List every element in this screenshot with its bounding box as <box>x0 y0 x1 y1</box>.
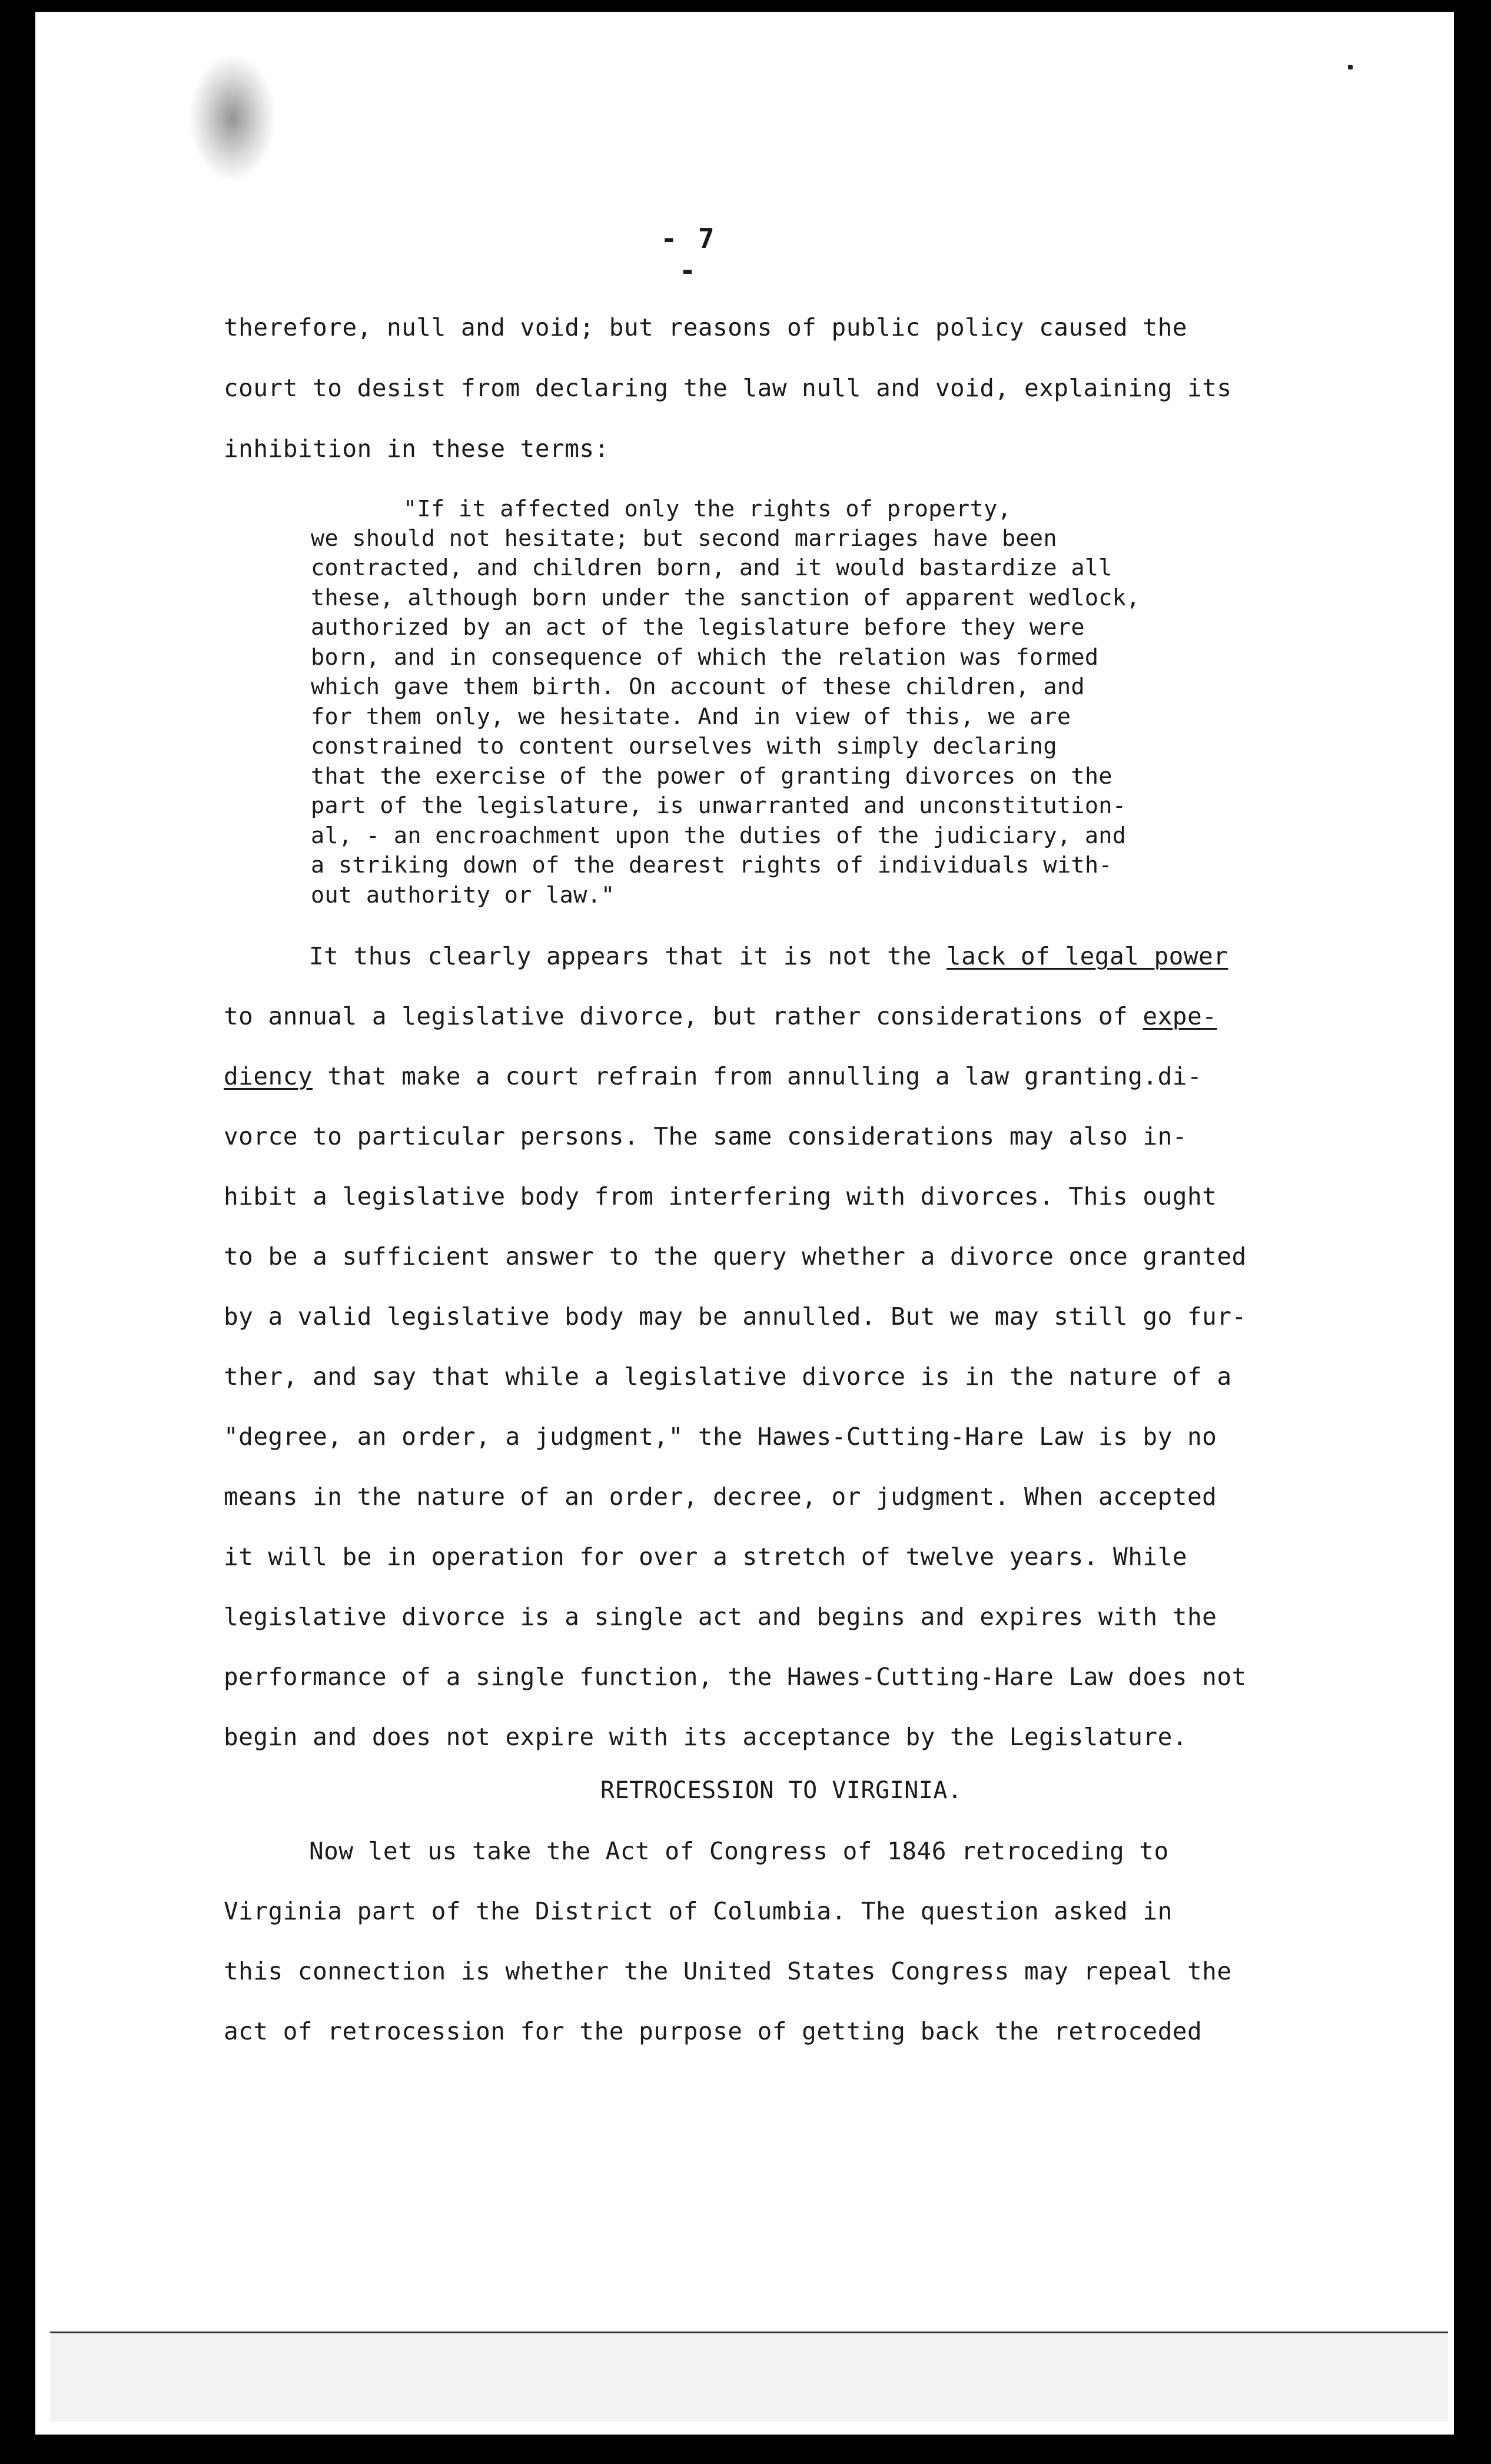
quotation-line: constrained to content ourselves with simply declaring <box>311 733 1057 760</box>
body-line <box>309 941 1345 971</box>
quotation-line: which gave them birth. On account of these children, and <box>311 674 1085 700</box>
body-line: court to desist from declaring the law null and void, explaining its <box>224 374 1232 402</box>
body-line: "degree, an order, a judgment," the Hawes-Cutting-Hare Law is by no <box>224 1422 1217 1451</box>
quotation-line: for them only, we hesitate. And in view of this, we are <box>311 704 1071 730</box>
quotation-line: these, although born under the sanction of apparent wedlock, <box>311 585 1140 611</box>
body-line: this connection is whether the United States Congress may repeal the <box>224 1957 1232 1985</box>
ink-smudge <box>188 53 277 183</box>
body-text: It thus clearly appears that it is not the <box>309 942 947 970</box>
body-line <box>224 1061 1260 1092</box>
underlying-sheet-edge <box>50 2332 1448 2422</box>
body-line <box>224 1001 1260 1032</box>
body-line: to be a sufficient answer to the query whether a divorce once granted <box>224 1242 1247 1271</box>
corner-mark <box>1348 65 1353 69</box>
body-line: vorce to particular persons. The same considerations may also in- <box>224 1122 1187 1150</box>
body-line: it will be in operation for over a stretch of twelve years. While <box>224 1543 1187 1571</box>
quotation-line: a striking down of the dearest rights of individuals with- <box>311 852 1113 878</box>
body-line: inhibition in these terms: <box>224 435 609 463</box>
body-line: hibit a legislative body from interfering with divorces. This ought <box>224 1182 1217 1211</box>
quotation-line: we should not hesitate; but second marriages have been <box>311 525 1057 552</box>
body-line: performance of a single function, the Hawes-Cutting-Hare Law does not <box>224 1663 1247 1691</box>
body-line: act of retrocession for the purpose of getting back the retroceded <box>224 2017 1203 2045</box>
quotation-line: contracted, and children born, and it would bastardize all <box>311 555 1113 581</box>
quotation-line: authorized by an act of the legislature before they were <box>311 614 1085 641</box>
quotation-line: that the exercise of the power of granting divorces on the <box>311 763 1113 790</box>
body-line: legislative divorce is a single act and begins and expires with the <box>224 1603 1217 1631</box>
page-number: - 7 - <box>660 223 717 286</box>
underlined-phrase: lack of legal power <box>946 942 1228 970</box>
body-line: therefore, null and void; but reasons of public policy caused the <box>224 313 1187 341</box>
underlined-phrase: expe- <box>1143 1002 1217 1030</box>
quotation-line: al, - an encroachment upon the duties of the judiciary, and <box>311 823 1127 849</box>
quotation-line: part of the legislature, is unwarranted and unconstitution- <box>311 792 1127 819</box>
body-line: means in the nature of an order, decree, or judgment. When accepted <box>224 1483 1217 1511</box>
quotation-line: out authority or law." <box>311 882 615 908</box>
quotation-line: "If it affected only the rights of property, <box>403 496 1012 522</box>
body-text: that make a court refrain from annulling a law granting.di- <box>313 1062 1203 1090</box>
body-line: Virginia part of the District of Columbia. The question asked in <box>224 1897 1173 1925</box>
underlined-phrase: diency <box>224 1062 313 1090</box>
body-text: to annual a legislative divorce, but rather considerations of <box>224 1002 1143 1030</box>
body-line: ther, and say that while a legislative divorce is in the nature of a <box>224 1362 1232 1391</box>
body-line: by a valid legislative body may be annulled. But we may still go fur- <box>224 1302 1247 1331</box>
section-heading: RETROCESSION TO VIRGINIA. <box>600 1777 962 1804</box>
body-line: begin and does not expire with its acceptance by the Legislature. <box>224 1723 1187 1751</box>
body-line: Now let us take the Act of Congress of 1846 retroceding to <box>309 1837 1169 1865</box>
quotation-line: born, and in consequence of which the relation was formed <box>311 644 1099 671</box>
